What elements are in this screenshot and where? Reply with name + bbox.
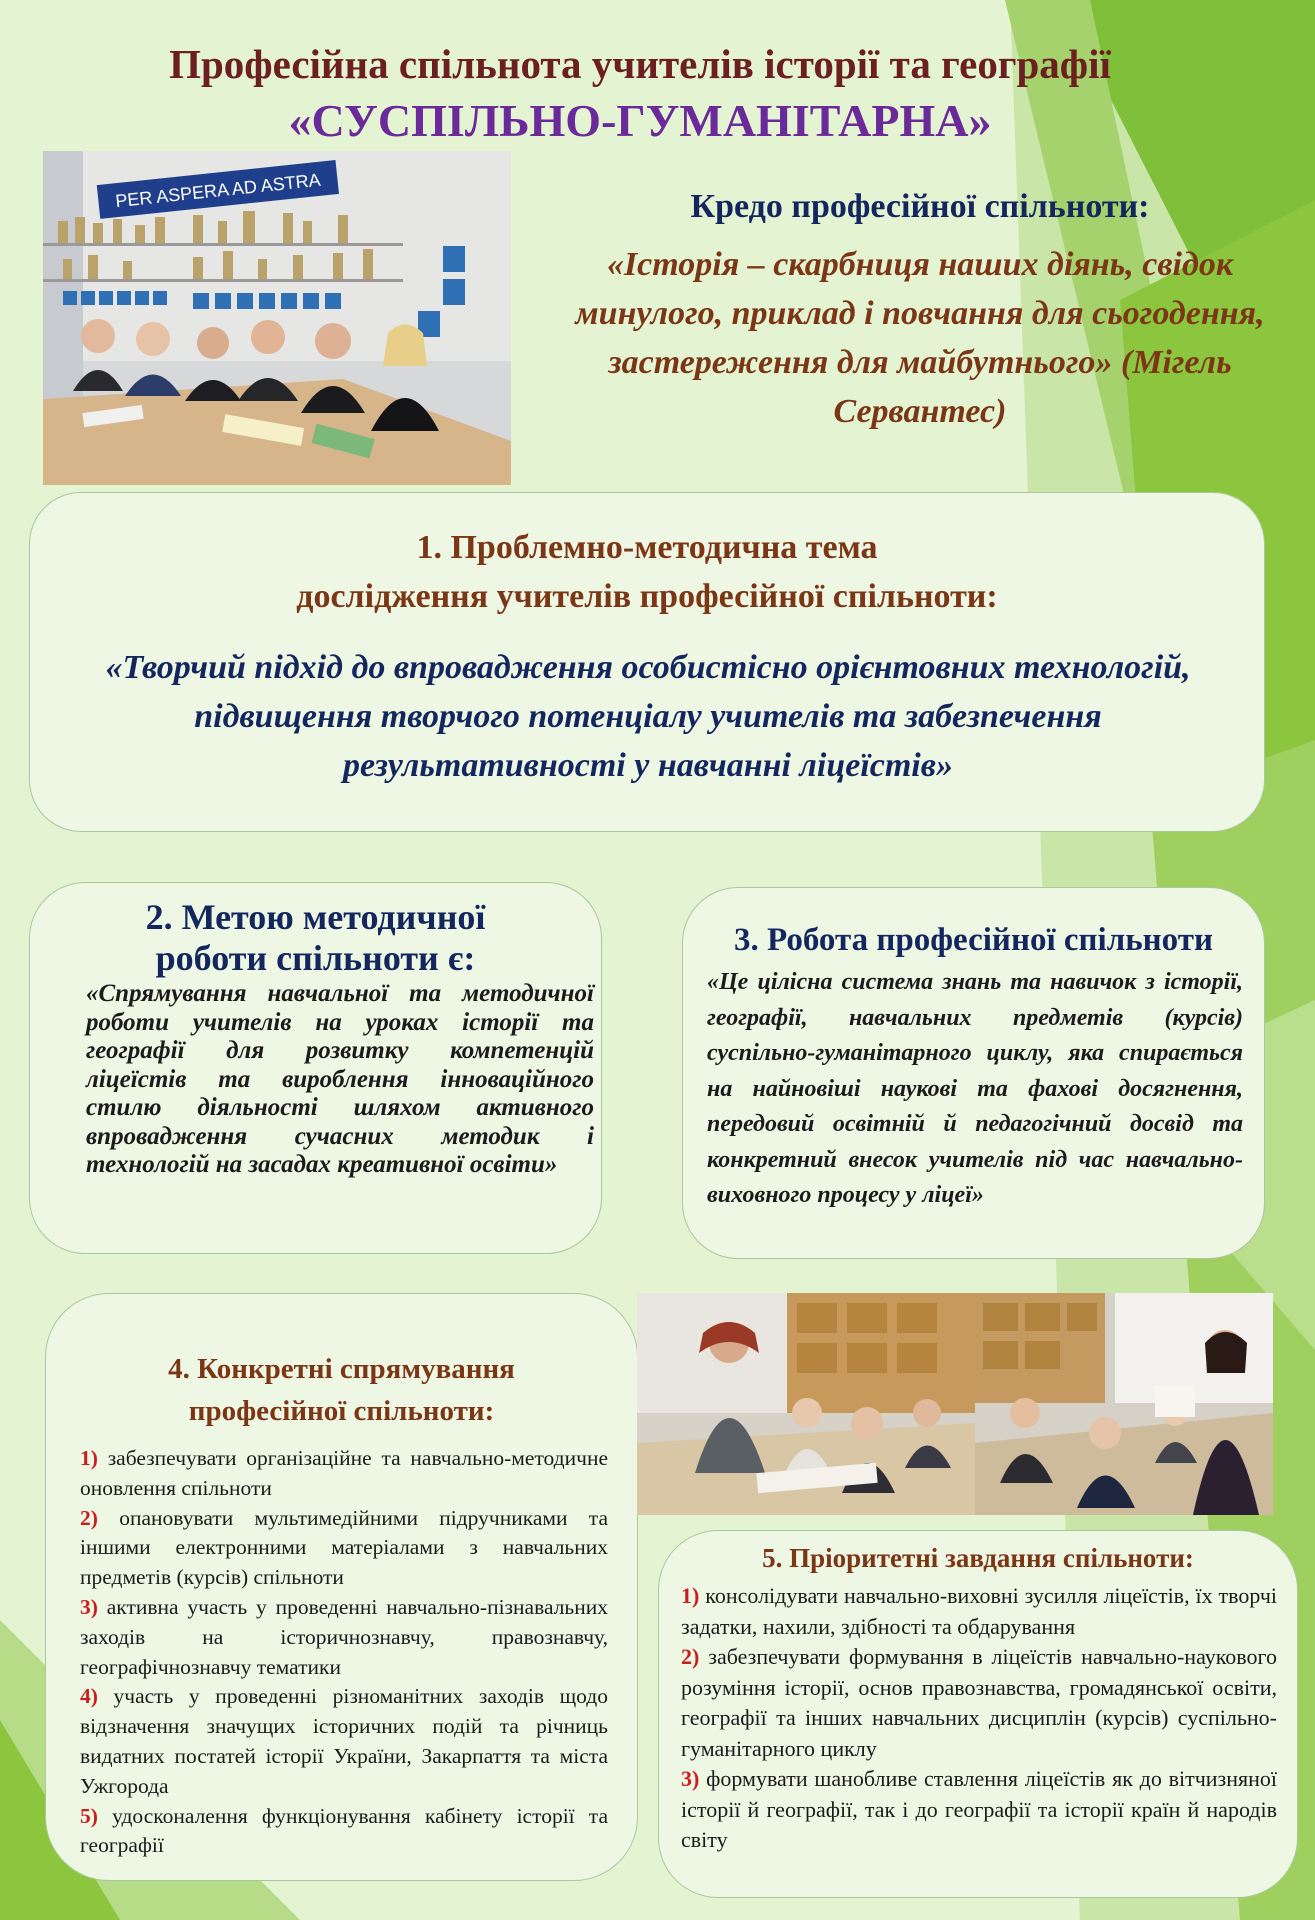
section2-heading-line1: 2. Метою методичної <box>145 897 486 937</box>
section-directions <box>45 1293 638 1881</box>
section4-list <box>80 1444 608 1861</box>
section-priority-tasks <box>658 1530 1298 1898</box>
section3-heading: 3. Робота професійної спільноти <box>734 922 1213 958</box>
list-item <box>80 1682 608 1801</box>
item-text: активна участь у проведенні навчально-пізнавальних заходів на історичнознавчу, правознавчу, географічнознавчу тематики <box>80 1594 608 1679</box>
list-item <box>80 1504 608 1593</box>
section-methodical-topic <box>29 492 1265 832</box>
item-text: формувати шанобливе ставлення ліцеїстів як до вітчизняної історії й географії, так і до географії та історії країн й народів світу <box>681 1766 1278 1852</box>
credo-quote: «Історія – скарбниця наших діянь, свідок минулого, приклад і повчання для сьогодення, застереження для майбутнього» (Мігель Сервантес) <box>575 246 1265 430</box>
section5-list <box>681 1581 1277 1856</box>
item-number: 1) <box>681 1583 700 1608</box>
classroom-photo-right <box>975 1293 1273 1515</box>
section1-quote: «Творчий підхід до впровадження особистісно орієнтовних технологій, підвищення творчого потенціалу учителів та забезпечення результативності у навчанні ліцеїстів» <box>105 649 1191 784</box>
item-number: 1) <box>80 1446 98 1470</box>
section1-heading-line1: 1. Проблемно-методична тема <box>416 529 878 566</box>
page-title-line2: «СУСПІЛЬНО-ГУМАНІТАРНА» <box>288 95 992 146</box>
section1-heading <box>30 523 1264 621</box>
section4-heading-line1: 4. Конкретні спрямування <box>168 1353 515 1385</box>
page-title-line1: Професійна спільнота учителів історії та географії <box>169 41 1111 87</box>
item-text: удосконалення функціонування кабінету історії та географії <box>80 1803 608 1858</box>
item-number: 3) <box>681 1766 700 1791</box>
list-item <box>681 1764 1277 1856</box>
banner-text: PER ASPERA AD ASTRA <box>114 169 322 212</box>
item-text: забезпечувати організаційне та навчально-методичне оновлення спільноти <box>80 1446 608 1500</box>
item-number: 3) <box>80 1594 98 1619</box>
section2-text: «Спрямування навчальної та методичної роботи учителів на уроках історії та географії для розвитку компетенцій ліцеїстів та вироблення інноваційного стилю діяльності шляхом активного впровадження сучасних методик і технологій на засадах креативної освіти» <box>86 980 594 1178</box>
item-number: 5) <box>80 1803 98 1828</box>
item-text: консолідувати навчально-виховні зусилля ліцеїстів, їх творчі задатки, нахили, здібності та обдарування <box>681 1583 1277 1639</box>
section3-text: «Це цілісна система знань та навичок з історії, географії, навчальних предметів (курсів) суспільно-гуманітарного циклу, яка спирається на найновіші наукові та фахові досягнення, передовий освітній й педагогічний досвід та конкретний внесок учителів під час навчально-виховного процесу у ліцеї» <box>707 969 1243 1208</box>
item-number: 4) <box>80 1684 98 1709</box>
item-number: 2) <box>681 1644 700 1669</box>
section2-heading-line2: роботи спільноти є: <box>155 938 476 978</box>
list-item <box>80 1593 608 1682</box>
item-number: 2) <box>80 1505 98 1530</box>
section5-heading: 5. Пріоритетні завдання спільноти: <box>762 1543 1194 1573</box>
section-community-work <box>682 887 1265 1259</box>
list-item <box>681 1642 1277 1764</box>
section4-heading-line2: професійної спільноти: <box>188 1395 495 1427</box>
item-text: забезпечувати формування в ліцеїстів навчально-наукового розуміння історії, основ правознавства, громадянської освіти, географії та інших навчальних дисциплін (курсів) суспільно-гуманітарного циклу <box>681 1644 1278 1761</box>
section2-heading <box>30 897 601 979</box>
list-item <box>80 1802 608 1862</box>
credo-heading: Кредо професійної спільноти: <box>690 188 1150 225</box>
item-text: участь у проведенні різноманітних заходів щодо відзначення значущих історичних подій та річниць видатних постатей історії України, Закарпаття та міста Ужгорода <box>80 1684 608 1798</box>
list-item <box>80 1444 608 1504</box>
list-item <box>681 1581 1277 1642</box>
section1-heading-line2: дослідження учителів професійної спільноти: <box>296 578 998 615</box>
section4-heading <box>46 1348 637 1432</box>
item-text: опановувати мультимедійними підручниками та іншими електронними матеріалами з навчальних предметів (курсів) спільноти <box>80 1505 608 1590</box>
classroom-photo-left <box>637 1293 975 1515</box>
section-goal <box>29 882 602 1254</box>
group-photo <box>43 151 511 485</box>
